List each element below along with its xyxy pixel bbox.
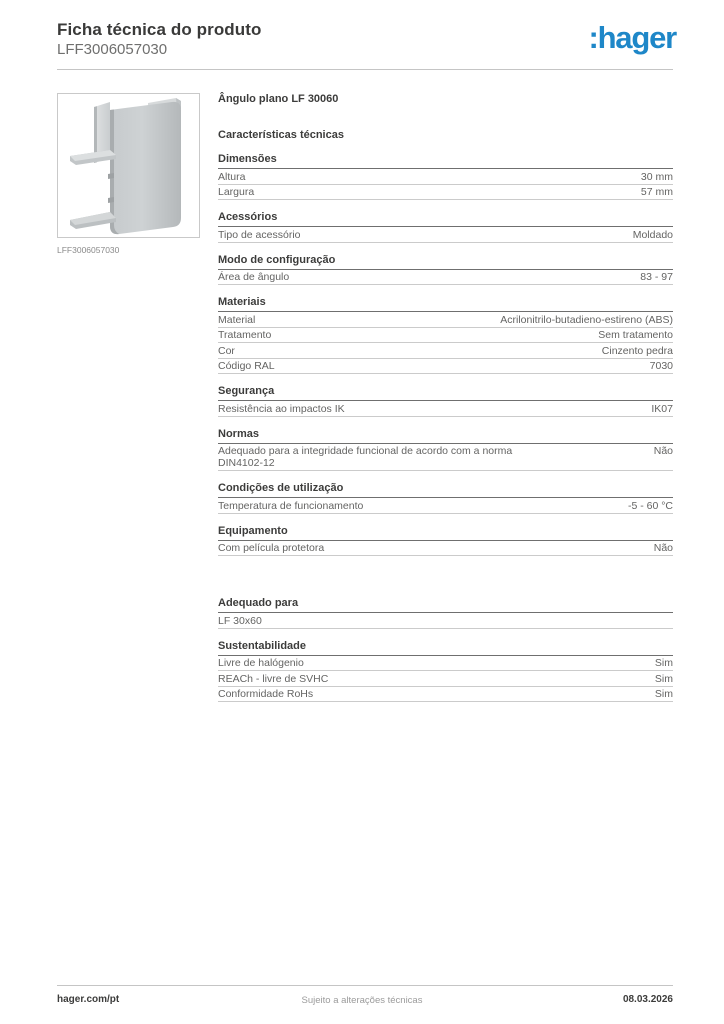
spec-section xyxy=(218,296,673,374)
spec-row-value: Sim xyxy=(654,657,673,669)
spec-row-value: -5 - 60 °C xyxy=(627,499,673,512)
footer-divider xyxy=(57,985,673,986)
spec-row xyxy=(218,687,673,703)
spec-row-value: IK07 xyxy=(651,402,673,415)
spec-row-value: Não xyxy=(653,445,673,457)
product-name: Ângulo plano LF 30060 xyxy=(218,93,339,105)
spec-section xyxy=(218,640,673,703)
spec-row-value: 83 - 97 xyxy=(640,271,673,283)
spec-row-value: 57 mm xyxy=(640,186,673,198)
spec-row xyxy=(218,656,673,672)
spec-row-label: REACh - livre de SVHC xyxy=(218,672,329,685)
spec-row xyxy=(218,671,673,687)
product-image-caption: LFF3006057030 xyxy=(57,245,120,255)
spec-row xyxy=(218,343,673,359)
spec-section-title: Acessórios xyxy=(218,211,673,227)
spec-row-label: Altura xyxy=(218,170,246,183)
header-divider xyxy=(57,69,673,70)
spec-row-label: Área de ângulo xyxy=(218,271,290,283)
spec-row-value: 30 mm xyxy=(640,170,673,183)
spec-section xyxy=(218,482,673,514)
spec-section-title: Dimensões xyxy=(218,153,673,169)
spec-row xyxy=(218,541,673,557)
footer-date: 08.03.2026 xyxy=(622,994,673,1005)
spec-row-value: Sim xyxy=(654,688,673,700)
spec-section-title: Normas xyxy=(218,428,673,444)
spec-row xyxy=(218,270,673,286)
product-reference: LFF3006057030 xyxy=(57,41,168,58)
spec-row-label: Resistência ao impactos IK xyxy=(218,402,345,415)
spec-row-value: Moldado xyxy=(632,228,673,241)
spec-row-label: Material xyxy=(218,313,256,326)
spec-column xyxy=(218,93,673,702)
spec-section-title: Equipamento xyxy=(218,525,673,541)
product-main-panel xyxy=(110,102,181,234)
footer-disclaimer: Sujeito a alterações técnicas xyxy=(301,995,423,1006)
spec-row-label: Largura xyxy=(218,186,255,198)
spec-section-title: Segurança xyxy=(218,385,673,401)
spec-row xyxy=(218,401,673,417)
spec-row-value: Sim xyxy=(654,672,673,685)
spec-row xyxy=(218,444,673,472)
product-image xyxy=(58,94,197,235)
spec-section-title: Modo de configuração xyxy=(218,254,673,270)
spec-section xyxy=(218,525,673,557)
footer-website: hager.com/pt xyxy=(57,994,120,1005)
hager-logo: :hager xyxy=(588,20,676,55)
spec-section-title: Adequado para xyxy=(218,597,673,613)
spec-row xyxy=(218,498,673,514)
spec-row-value: Não xyxy=(653,542,673,554)
spec-row-label: LF 30x60 xyxy=(218,614,262,627)
product-image-frame xyxy=(57,93,200,238)
spec-row-value: 7030 xyxy=(649,360,673,372)
spec-section xyxy=(218,385,673,417)
spec-row-label: Livre de halógenio xyxy=(218,657,304,669)
spec-row xyxy=(218,613,673,629)
spec-row-value: Sem tratamento xyxy=(598,329,673,341)
spec-row xyxy=(218,312,673,328)
spec-row-label: Adequado para a integridade funcional de acordo com a norma DIN4102-12 xyxy=(218,445,513,469)
spec-section xyxy=(218,254,673,286)
spec-section-title: Condições de utilização xyxy=(218,482,673,498)
spec-section xyxy=(218,597,673,629)
spec-section xyxy=(218,153,673,200)
spec-row-label: Cor xyxy=(218,344,235,357)
spec-row-label: Tratamento xyxy=(218,329,272,341)
spec-row xyxy=(218,185,673,201)
spec-row-label: Código RAL xyxy=(218,360,275,372)
spec-section-title: Sustentabilidade xyxy=(218,640,673,656)
spec-sections xyxy=(218,153,673,702)
spec-row xyxy=(218,328,673,344)
spec-row-value: Cinzento pedra xyxy=(601,344,673,357)
spec-section xyxy=(218,211,673,243)
spec-row xyxy=(218,169,673,185)
page-title: Ficha técnica do produto xyxy=(57,20,262,39)
spec-row-label: Temperatura de funcionamento xyxy=(218,499,364,512)
spec-section xyxy=(218,428,673,472)
spec-row-label: Com película protetora xyxy=(218,542,325,554)
spec-row xyxy=(218,359,673,375)
spec-row-label: Conformidade RoHs xyxy=(218,688,314,700)
spec-row-label: Tipo de acessório xyxy=(218,228,301,241)
spec-section-title: Materiais xyxy=(218,296,673,312)
spec-row xyxy=(218,227,673,243)
characteristics-heading: Características técnicas xyxy=(218,129,344,141)
spec-row-value: Acrilonitrilo-butadieno-estireno (ABS) xyxy=(500,313,673,326)
